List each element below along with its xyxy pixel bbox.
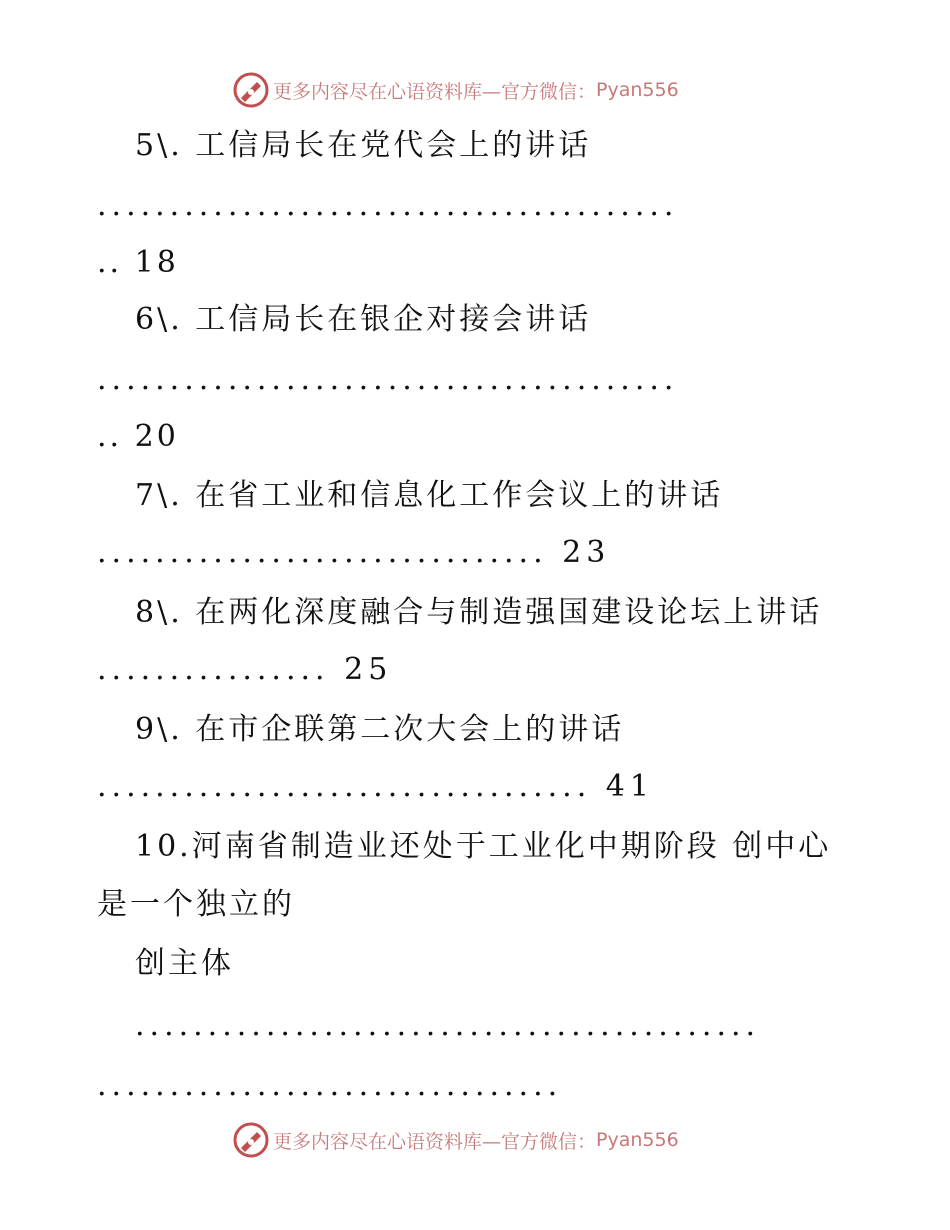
toc-entry-title: 10.河南省制造业还处于工业化中期阶段 创中心 — [135, 829, 832, 864]
pen-logo-icon — [233, 72, 269, 108]
toc-entry-title: 8\. 在两化深度融合与制造强国建设论坛上讲话 — [135, 595, 823, 630]
pen-logo-icon — [233, 1122, 269, 1158]
toc-entry-title-cont: 是一个独立的 — [97, 887, 295, 922]
toc-entry-dots: ........................................ — [97, 362, 679, 397]
toc-entry-dots: ................ 25 — [97, 652, 393, 687]
toc-entry-dots: ........................................... — [135, 1008, 761, 1043]
toc-entry-dots: ........................................ — [97, 188, 679, 223]
watermark-text: 更多内容尽在心语资料库—官方微信： — [273, 1130, 597, 1153]
toc-entry-title: 6\. 工信局长在银企对接会讲话 — [135, 302, 592, 337]
toc-entry-dots: .................................. 41 — [97, 769, 654, 804]
watermark-banner-bottom — [233, 1120, 733, 1160]
watermark-id: Pyan556 — [596, 79, 679, 101]
watermark-banner-top — [233, 70, 733, 110]
toc-entry-dots: ................................ — [97, 1068, 563, 1103]
toc-entry-page: .. 20 — [97, 419, 179, 454]
watermark-id: Pyan556 — [596, 1129, 679, 1151]
toc-entry-page: .. 18 — [97, 245, 179, 280]
toc-entry-title: 7\. 在省工业和信息化工作会议上的讲话 — [135, 478, 724, 513]
toc-entry-title-cont: 创主体 — [135, 946, 234, 981]
toc-entry-title: 9\. 在市企联第二次大会上的讲话 — [135, 712, 625, 747]
toc-entry-dots: ............................... 23 — [97, 535, 611, 570]
toc-entry-title: 5\. 工信局长在党代会上的讲话 — [135, 128, 592, 163]
watermark-text: 更多内容尽在心语资料库—官方微信： — [273, 80, 597, 103]
